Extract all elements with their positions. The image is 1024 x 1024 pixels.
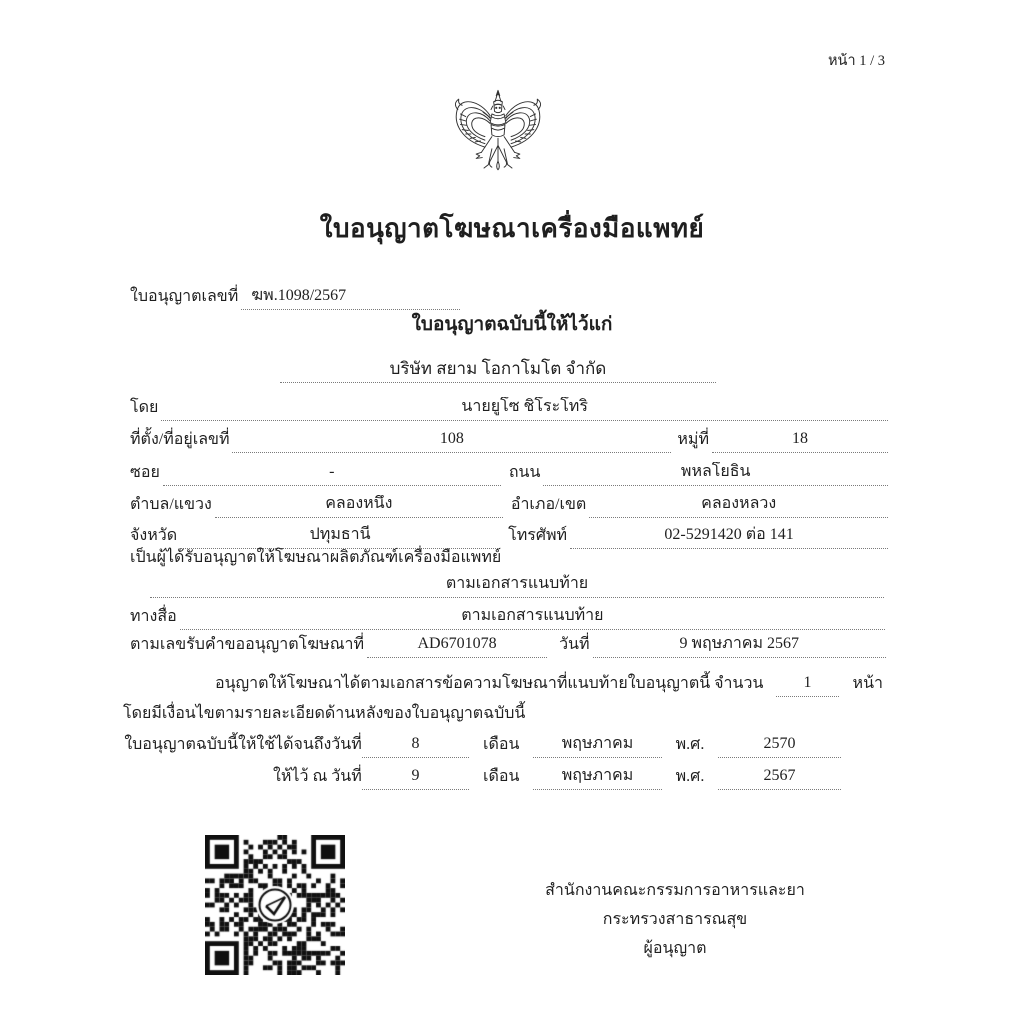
soi-label: ซอย xyxy=(130,464,160,482)
approval-pages-value: 1 xyxy=(776,673,838,697)
request-date-value: 9 พฤษภาคม 2567 xyxy=(593,634,886,658)
soi-value: - xyxy=(163,462,501,486)
issued-on-label: ให้ไว้ ณ วันที่ xyxy=(273,768,362,786)
media-row xyxy=(130,602,885,630)
issued-month: พฤษภาคม xyxy=(533,766,662,790)
qr-code-icon xyxy=(205,835,345,975)
soi-road-row xyxy=(130,458,888,486)
subdistrict-value: คลองหนึ่ง xyxy=(215,494,503,518)
valid-until-day: 8 xyxy=(362,734,470,758)
approval-unit-label: หน้า xyxy=(852,675,883,693)
approval-row xyxy=(130,669,886,697)
license-number-label: ใบอนุญาตเลขที่ xyxy=(130,288,239,306)
month-label: เดือน xyxy=(483,736,520,754)
province-phone-row xyxy=(130,521,888,549)
by-label: โดย xyxy=(130,399,159,417)
company-row xyxy=(280,355,716,383)
road-value: พหลโยธิน xyxy=(543,462,888,486)
issuer-org-line2: กระทรวงสาธารณสุข xyxy=(602,911,748,928)
issued-day: 9 xyxy=(362,766,470,790)
subdistrict-label: ตำบล/แขวง xyxy=(130,496,212,514)
request-number-label: ตามเลขรับคำขออนุญาตโฆษณาที่ xyxy=(130,636,365,654)
license-number-row xyxy=(130,282,460,310)
issued-year: 2567 xyxy=(718,766,841,790)
province-label: จังหวัด xyxy=(130,527,178,545)
issuer-block xyxy=(500,876,850,963)
location-row xyxy=(130,425,888,453)
issued-to-heading: ใบอนุญาตฉบับนี้ให้ไว้แก่ xyxy=(411,314,613,335)
phone-label: โทรศัพท์ xyxy=(508,527,568,545)
issuer-org-line1: สำนักงานคณะกรรมการอาหารและยา xyxy=(545,882,805,899)
district-label: อำเภอ/เขต xyxy=(510,496,587,514)
province-value: ปทุมธานี xyxy=(180,525,500,549)
request-row xyxy=(130,630,886,658)
phone-value: 02-5291420 ต่อ 141 xyxy=(570,525,888,549)
location-value: 108 xyxy=(232,429,671,453)
issued-on-row xyxy=(123,762,841,790)
page-number: หน้า 1 / 3 xyxy=(828,53,886,69)
subdistrict-district-row xyxy=(130,490,888,518)
valid-until-row xyxy=(123,730,841,758)
document-title: ใบอนุญาตโฆษณาเครื่องมือแพทย์ xyxy=(319,214,705,243)
by-value: นายยูโซ ชิโระโทริ xyxy=(161,397,888,421)
request-number-value: AD6701078 xyxy=(367,634,547,658)
attachment-row xyxy=(150,570,884,598)
attachment-value: ตามเอกสารแนบท้าย xyxy=(150,574,884,598)
moo-label: หมู่ที่ xyxy=(677,431,709,449)
garuda-emblem-icon xyxy=(450,84,546,198)
media-value: ตามเอกสารแนบท้าย xyxy=(180,606,885,630)
era-label: พ.ศ. xyxy=(675,736,705,754)
month-label: เดือน xyxy=(483,768,520,786)
valid-until-label: ใบอนุญาตฉบับนี้ให้ใช้ได้จนถึงวันที่ xyxy=(124,736,362,754)
moo-value: 18 xyxy=(712,429,888,453)
location-label: ที่ตั้ง/ที่อยู่เลขที่ xyxy=(130,431,230,449)
licensee-statement: เป็นผู้ได้รับอนุญาตให้โฆษณาผลิตภัณฑ์เครื่องมือแพทย์ xyxy=(130,549,502,566)
by-row xyxy=(130,393,888,421)
era-label: พ.ศ. xyxy=(675,768,705,786)
conditions-statement: โดยมีเงื่อนไขตามรายละเอียดด้านหลังของใบอนุญาตฉบับนี้ xyxy=(123,705,526,722)
signer-title: ผู้อนุญาต xyxy=(643,940,707,957)
company-name: บริษัท สยาม โอกาโมโต จำกัด xyxy=(280,358,716,383)
media-label: ทางสื่อ xyxy=(130,608,177,626)
valid-until-month: พฤษภาคม xyxy=(533,734,662,758)
road-label: ถนน xyxy=(508,464,541,482)
approval-text: อนุญาตให้โฆษณาได้ตามเอกสารข้อความโฆษณาที่แนบท้ายใบอนุญาตนี้ จำนวน xyxy=(215,675,764,693)
request-date-label: วันที่ xyxy=(559,636,590,654)
valid-until-year: 2570 xyxy=(718,734,841,758)
license-number-value: ฆพ.1098/2567 xyxy=(241,286,460,310)
district-value: คลองหลวง xyxy=(589,494,888,518)
